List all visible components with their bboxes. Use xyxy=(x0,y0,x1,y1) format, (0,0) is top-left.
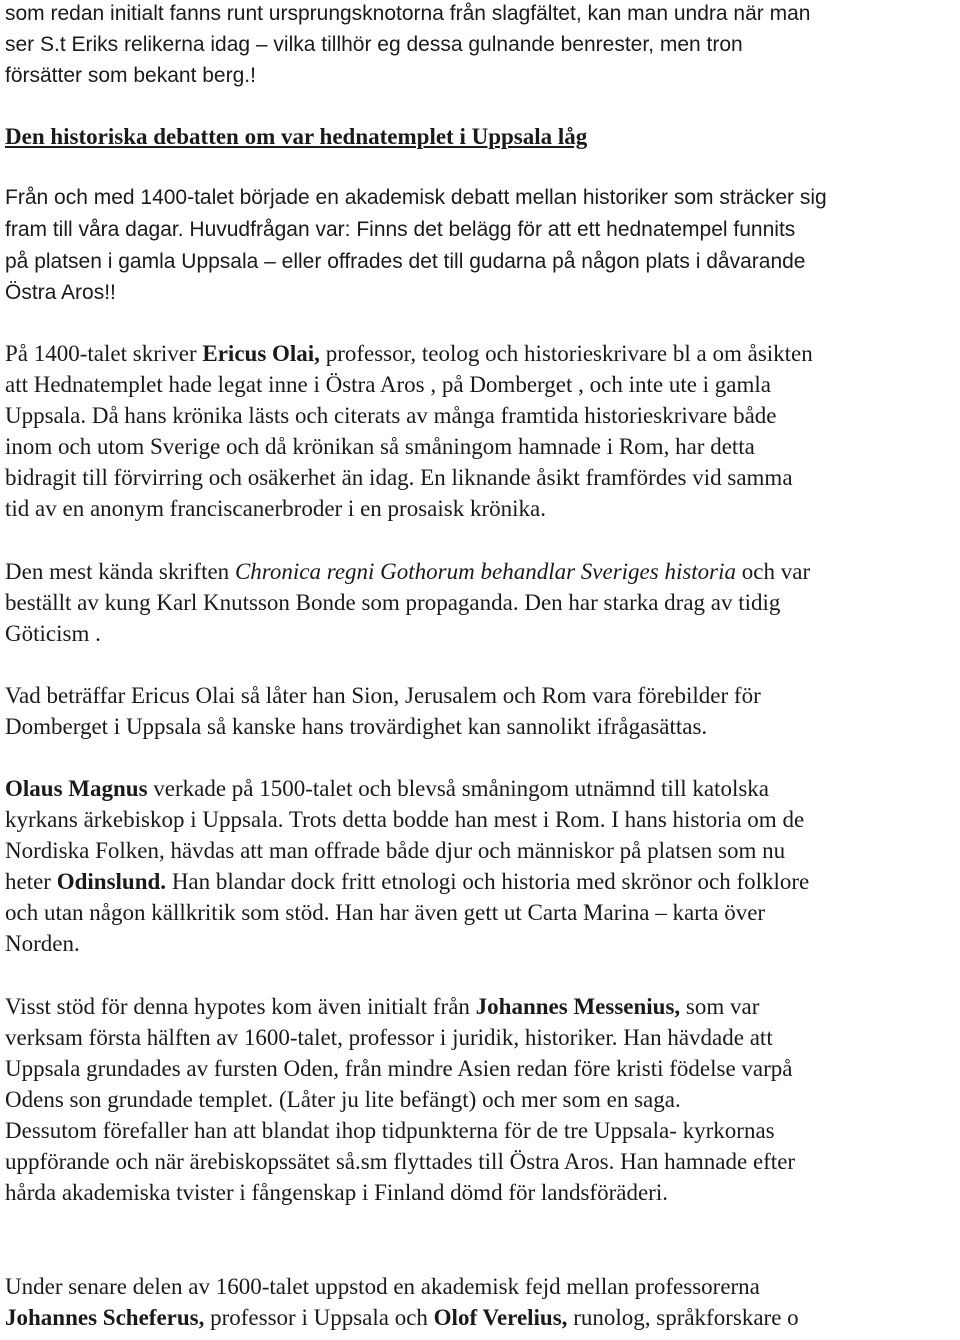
text-run: verkade på 1500-talet och blevså småningom utnämnd till katolska xyxy=(147,776,769,801)
person-name-olaus-magnus: Olaus Magnus xyxy=(5,776,148,801)
text-line: fram till våra dagar. Huvudfrågan var: Finns det belägg för att ett hednatempel funnits xyxy=(5,218,796,241)
text-line: på platsen i gamla Uppsala – eller offrades det till gudarna på någon plats i dåvarande xyxy=(5,250,806,273)
text-line: uppförande och när ärebiskopssätet så.sm flyttades till Östra Aros. Han hamnade efter xyxy=(5,1149,796,1174)
text-line xyxy=(5,1305,799,1331)
text-line xyxy=(5,994,759,1020)
text-line: bidragit till förvirring och osäkerhet än idag. En liknande åsikt framfördes vid samma xyxy=(5,465,793,490)
text-line: som redan initialt fanns runt ursprungsknotorna från slagfältet, kan man undra när man xyxy=(5,2,811,25)
text-line: Från och med 1400-talet började en akademisk debatt mellan historiker som sträcker sig xyxy=(5,186,827,209)
text-run: Den mest kända skriften xyxy=(5,559,235,584)
text-run: På 1400-talet skriver xyxy=(5,341,203,366)
text-line: och utan någon källkritik som stöd. Han har även gett ut Carta Marina – karta över xyxy=(5,900,766,925)
book-title: Chronica regni Gothorum behandlar Sveriges historia xyxy=(234,559,737,584)
text-line: försätter som bekant berg.! xyxy=(5,64,256,87)
text-line xyxy=(5,559,810,585)
text-line: kyrkans ärkebiskop i Uppsala. Trots detta bodde han mest i Rom. I hans historia om de xyxy=(5,807,805,832)
text-line: beställt av kung Karl Knutsson Bonde som propaganda. Den har starka drag av tidig xyxy=(5,590,781,615)
text-line: Uppsala. Då hans krönika lästs och citerats av många framtida historieskrivare både xyxy=(5,403,777,428)
text-line: hårda akademiska tvister i fångenskap i Finland dömd för landsföräderi. xyxy=(5,1180,668,1205)
person-name-ericus-olai: Ericus Olai, xyxy=(202,341,320,366)
text-line: ser S.t Eriks relikerna idag – vilka tillhör eg dessa gulnande benrester, men tron xyxy=(5,33,743,56)
person-name-olof-verelius: Olof Verelius, xyxy=(433,1305,568,1330)
text-line: tid av en anonym franciscanerbroder i en prosaisk krönika. xyxy=(5,496,546,521)
section-heading: Den historiska debatten om var hednatemplet i Uppsala låg xyxy=(5,124,588,149)
person-name-johannes-scheferus: Johannes Scheferus, xyxy=(5,1305,205,1330)
text-run: som var xyxy=(680,994,760,1019)
text-line xyxy=(5,869,809,895)
text-line: Nordiska Folken, hävdas att man offrade både djur och människor på platsen som nu xyxy=(5,838,786,863)
text-line: verksam första hälften av 1600-talet, professor i juridik, historiker. Han hävdade att xyxy=(5,1025,773,1050)
text-line: Under senare delen av 1600-talet uppstod en akademisk fejd mellan professorerna xyxy=(5,1274,760,1299)
text-line: Göticism . xyxy=(5,621,101,646)
text-run: Visst stöd för denna hypotes kom även initialt från xyxy=(5,994,476,1019)
text-line: Odens son grundade templet. (Låter ju lite befängt) och mer som en saga. xyxy=(5,1087,681,1112)
text-line: inom och utom Sverige och då krönikan så småningom hamnade i Rom, har detta xyxy=(5,434,755,459)
text-line: att Hednatemplet hade legat inne i Östra Aros , på Domberget , och inte ute i gamla xyxy=(5,372,772,397)
place-name-odinslund: Odinslund. xyxy=(56,869,167,894)
text-run: professor, teolog och historieskrivare bl a om åsikten xyxy=(319,341,813,366)
person-name-johannes-messenius: Johannes Messenius, xyxy=(475,994,681,1019)
text-run: Han blandar dock fritt etnologi och historia med skrönor och folklore xyxy=(166,869,810,894)
text-line: Norden. xyxy=(5,931,80,956)
text-line xyxy=(5,776,769,802)
text-line xyxy=(5,341,813,367)
text-line: Uppsala grundades av fursten Oden, från mindre Asien redan före kristi födelse varpå xyxy=(5,1056,793,1081)
text-line: Dessutom förefaller han att blandat ihop tidpunkterna för de tre Uppsala- kyrkornas xyxy=(5,1118,775,1143)
text-line: Östra Aros!! xyxy=(5,281,116,304)
text-line: Domberget i Uppsala så kanske hans trovärdighet kan sannolikt ifrågasättas. xyxy=(5,714,708,739)
text-run: runolog, språkforskare o xyxy=(567,1305,799,1330)
text-run: professor i Uppsala och xyxy=(204,1305,434,1330)
text-run: och var xyxy=(736,559,811,584)
text-line: Vad beträffar Ericus Olai så låter han Sion, Jerusalem och Rom vara förebilder för xyxy=(5,683,761,708)
text-run: heter xyxy=(5,869,57,894)
